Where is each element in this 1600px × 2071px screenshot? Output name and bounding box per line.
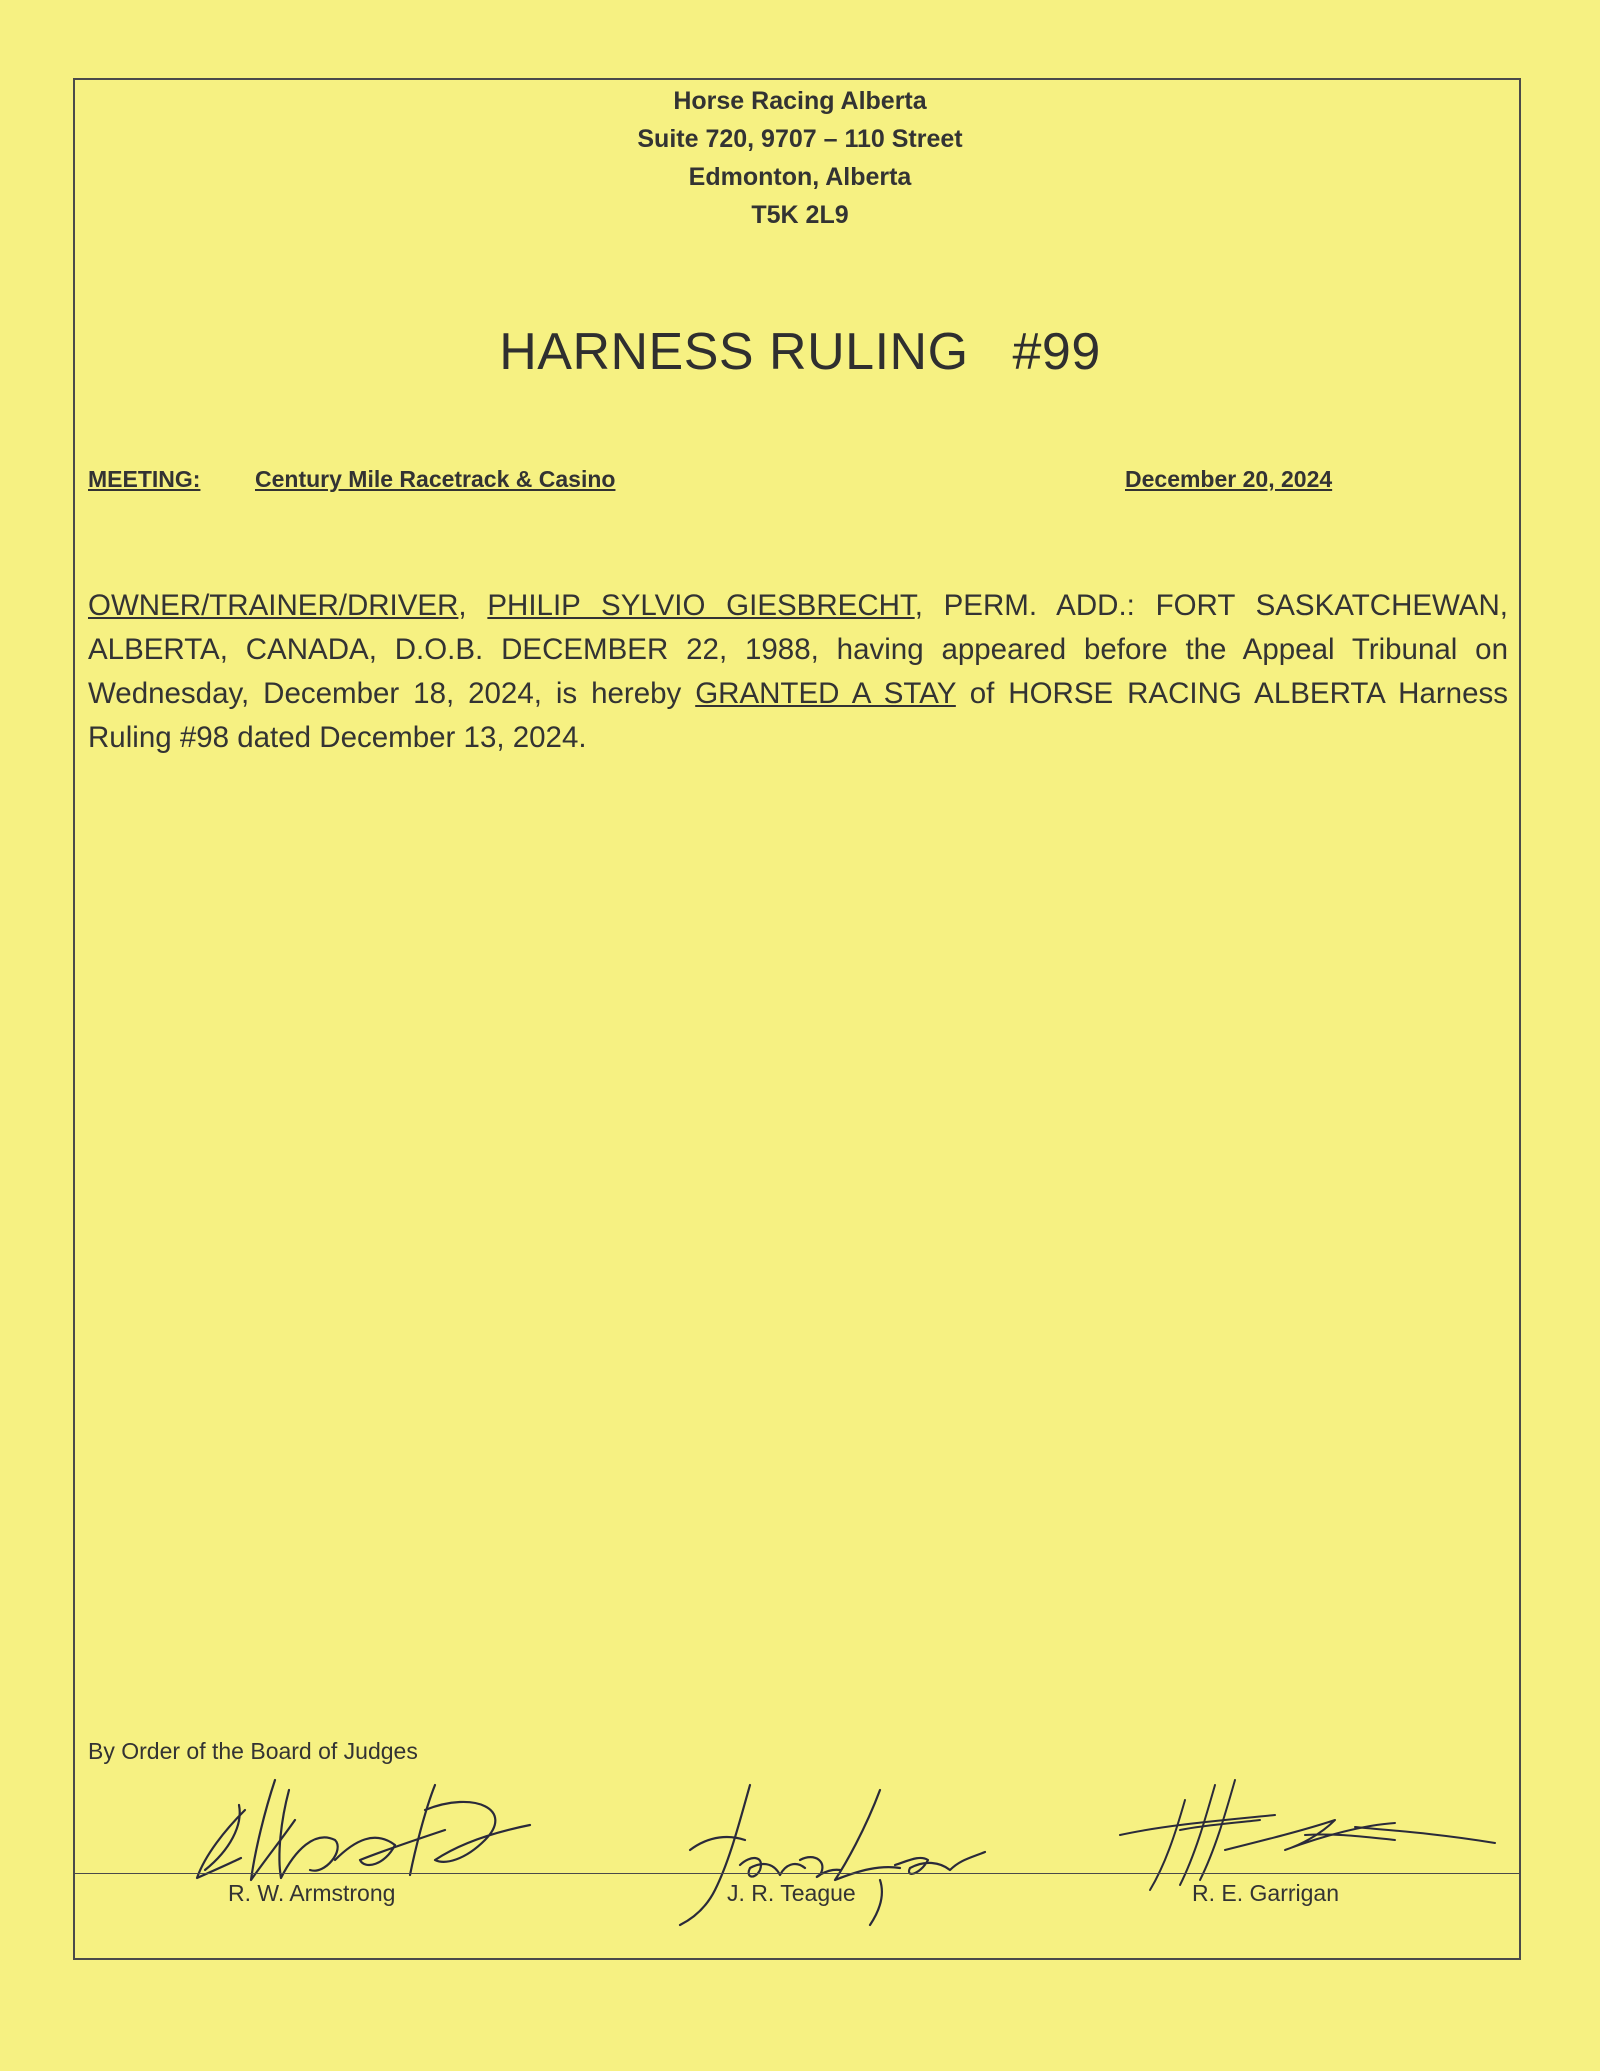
signature-line (75, 1873, 1519, 1874)
licensee-role: OWNER/TRAINER/DRIVER (88, 589, 459, 622)
meeting-venue: Century Mile Racetrack & Casino (255, 466, 616, 492)
board-order-text: By Order of the Board of Judges (88, 1738, 418, 1764)
ruling-text-2: of HORSE RACING ALBERTA Harness Ruling #98 dated December 13, 2024. (88, 677, 1508, 754)
org-name: Horse Racing Alberta (673, 87, 927, 115)
ruling-text-1: , PERM. ADD.: FORT SASKATCHEWAN, ALBERTA, CANADA, D.O.B. DECEMBER 22, 1988, having appeared before the Appeal Tribunal on Wednesday, December 18, 2024, is hereby (88, 589, 1508, 710)
ruling-action: GRANTED A STAY (695, 677, 956, 710)
meeting-label: MEETING: (88, 466, 201, 492)
postal-code: T5K 2L9 (751, 201, 849, 229)
ruling-number: #99 (1012, 323, 1101, 381)
ruling-title (0, 322, 1600, 382)
signature-teague (670, 1780, 990, 1930)
address-line-1: Suite 720, 9707 – 110 Street (637, 125, 963, 153)
licensee-name: PHILIP SYLVIO GIESBRECHT (487, 589, 915, 622)
ruling-body (88, 584, 1508, 760)
ruling-title-text: HARNESS RULING (499, 323, 969, 381)
judge-name-garrigan: R. E. Garrigan (1192, 1880, 1339, 1906)
meeting-date: December 20, 2024 (1125, 466, 1333, 492)
letterhead (0, 82, 1600, 234)
meeting-line (88, 466, 1512, 498)
judge-name-armstrong: R. W. Armstrong (228, 1880, 396, 1906)
signature-armstrong (185, 1770, 575, 1895)
role-separator: , (458, 589, 488, 622)
signature-garrigan (1105, 1775, 1505, 1895)
judge-name-teague: J. R. Teague (727, 1880, 856, 1906)
address-line-2: Edmonton, Alberta (688, 163, 912, 191)
